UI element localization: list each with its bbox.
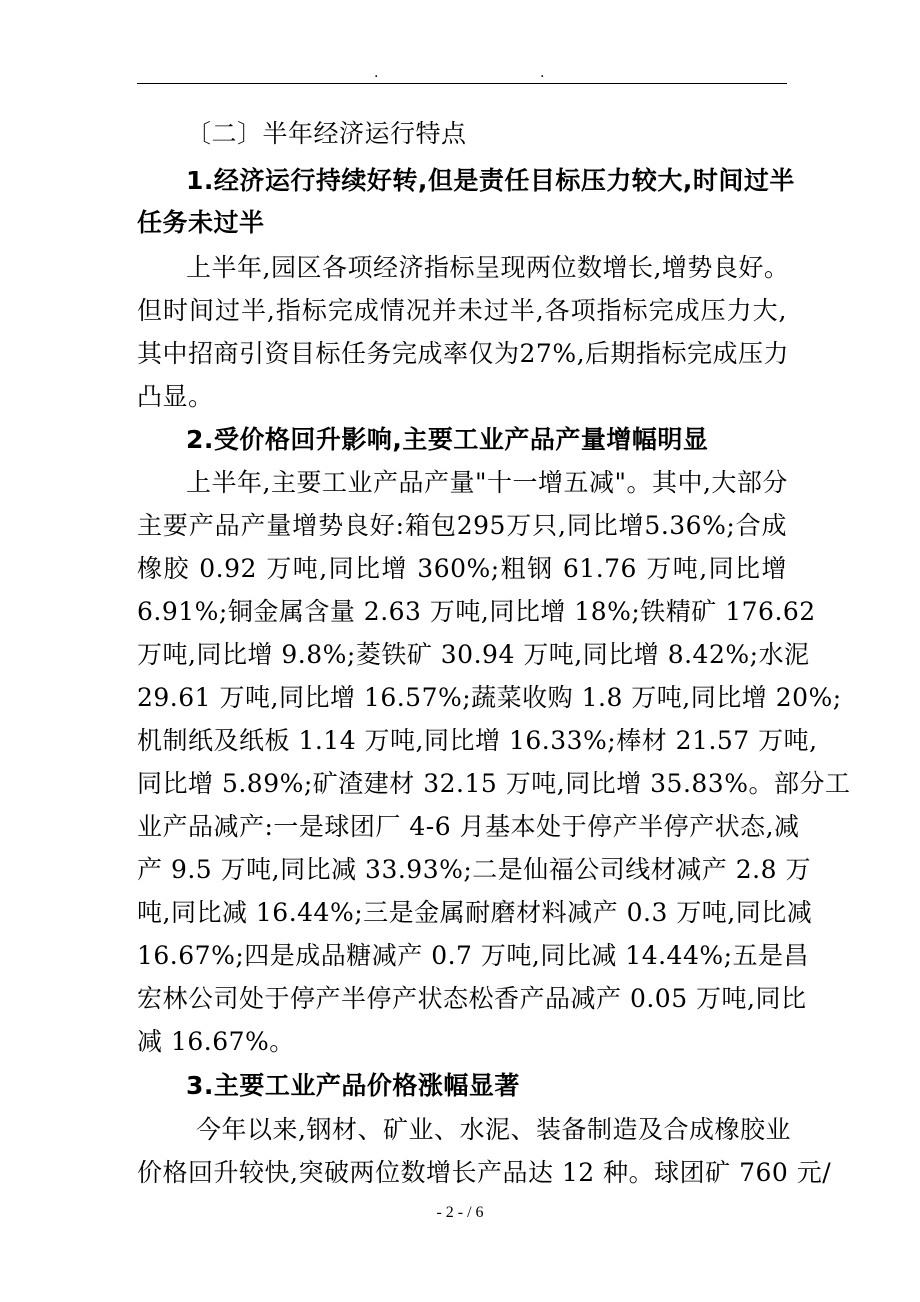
paragraph-3-line-2: 价格回升较快,突破两位数增长产品达 12 种。球团矿 760 元/ xyxy=(137,1158,832,1187)
paragraph-2-line-4: 6.91%;铜金属含量 2.63 万吨,同比增 18%;铁精矿 176.62 xyxy=(137,597,816,626)
section-heading: 〔二〕半年经济运行特点 xyxy=(186,119,467,148)
paragraph-1-line-3: 其中招商引资目标任务完成率仅为27%,后期指标完成压力 xyxy=(137,339,790,368)
header-rule xyxy=(137,83,787,84)
paragraph-2-line-8: 同比增 5.89%;矿渣建材 32.15 万吨,同比增 35.83%。部分工 xyxy=(137,769,851,798)
subheading-3: 3.主要工业产品价格涨幅显著 xyxy=(186,1071,520,1100)
paragraph-1-line-1: 上半年,园区各项经济指标呈现两位数增长,增势良好。 xyxy=(186,253,790,282)
paragraph-2-line-14: 减 16.67%。 xyxy=(137,1027,295,1056)
paragraph-2-line-1: 上半年,主要工业产品产量"十一增五减"。其中,大部分 xyxy=(186,468,788,497)
paragraph-1-line-2: 但时间过半,指标完成情况并未过半,各项指标完成压力大, xyxy=(137,296,787,325)
header-dot-right: . xyxy=(540,65,545,81)
paragraph-2-line-2: 主要产品产量增势良好:箱包295万只,同比增5.36%;合成 xyxy=(137,511,787,540)
paragraph-2-line-13: 宏林公司处于停产半停产状态松香产品减产 0.05 万吨,同比 xyxy=(137,984,807,1013)
paragraph-2-line-11: 吨,同比减 16.44%;三是金属耐磨材料减产 0.3 万吨,同比减 xyxy=(137,898,813,927)
subheading-1-line-2: 任务未过半 xyxy=(137,208,265,237)
paragraph-2-line-5: 万吨,同比增 9.8%;菱铁矿 30.94 万吨,同比增 8.42%;水泥 xyxy=(137,640,810,669)
page-number: - 2 - / 6 xyxy=(436,1204,484,1221)
paragraph-3-line-1: 今年以来,钢材、矿业、水泥、装备制造及合成橡胶业 xyxy=(196,1115,791,1144)
paragraph-2-line-6: 29.61 万吨,同比增 16.57%;蔬菜收购 1.8 万吨,同比增 20%; xyxy=(137,683,842,712)
subheading-1-line-1: 1.经济运行持续好转,但是责任目标压力较大,时间过半 xyxy=(186,166,795,195)
subheading-2: 2.受价格回升影响,主要工业产品产量增幅明显 xyxy=(186,425,709,454)
paragraph-2-line-9: 业产品减产:一是球团厂 4-6 月基本处于停产半停产状态,减 xyxy=(137,812,800,841)
paragraph-2-line-3: 橡胶 0.92 万吨,同比增 360%;粗钢 61.76 万吨,同比增 xyxy=(137,554,787,583)
paragraph-2-line-10: 产 9.5 万吨,同比减 33.93%;二是仙福公司线材减产 2.8 万 xyxy=(137,855,811,884)
paragraph-2-line-7: 机制纸及纸板 1.14 万吨,同比增 16.33%;棒材 21.57 万吨, xyxy=(137,726,818,755)
paragraph-2-line-12: 16.67%;四是成品糖减产 0.7 万吨,同比减 14.44%;五是昌 xyxy=(137,941,810,970)
header-dot-left: . xyxy=(374,65,379,81)
paragraph-1-line-4: 凸显。 xyxy=(137,382,214,411)
